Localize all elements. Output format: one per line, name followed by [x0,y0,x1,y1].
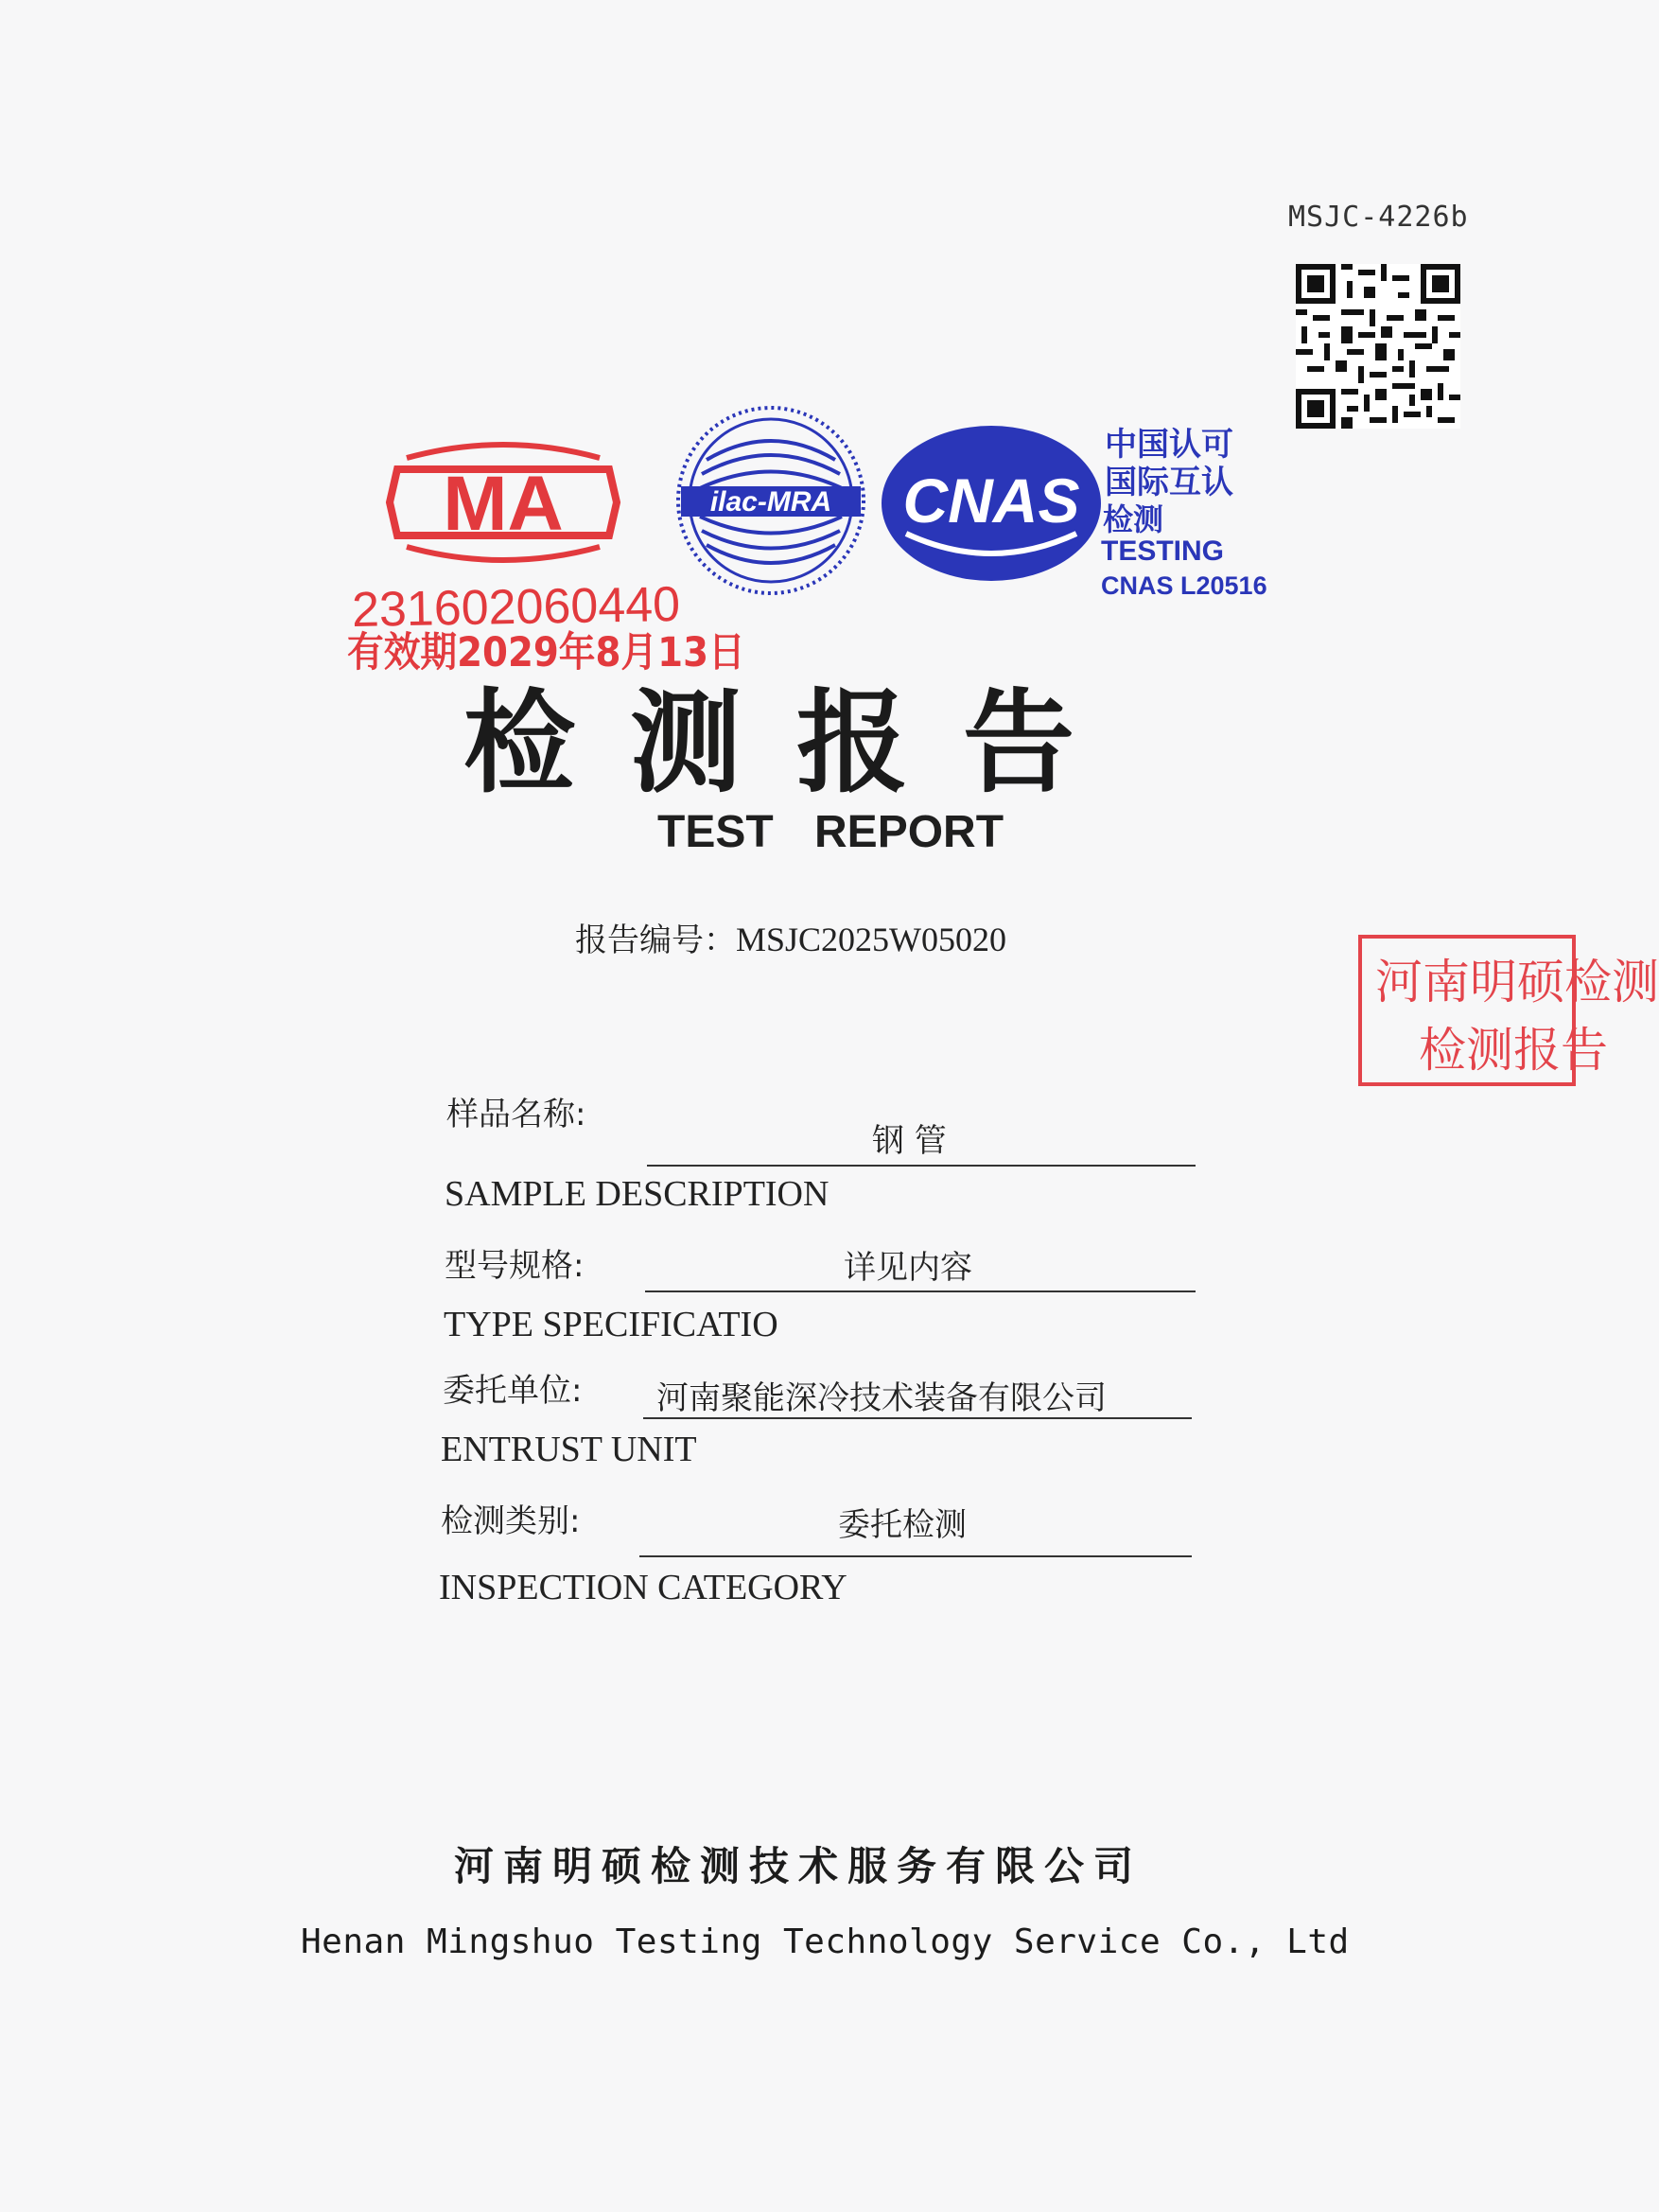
type-specification-label: TYPE SPECIFICATIO [444,1305,778,1344]
report-title-en: TEST REPORT [657,807,1004,857]
entrust-unit-value: 河南聚能深冷技术装备有限公司 [656,1379,1107,1417]
entrust-unit-en-label: ENTRUST UNIT [441,1430,697,1469]
company-name-en: Henan Mingshuo Testing Technology Service Co., Ltd [301,1922,1350,1961]
cnas-line-5: CNAS L20516 [1101,571,1267,600]
ma-certificate-number: 231602060440 [351,576,681,639]
side-red-seal [1358,935,1659,1086]
ilac-mra-logo [673,403,868,598]
inspection-category-underline [639,1555,1192,1557]
side-seal-line-2: 检测报告 [1419,1023,1608,1078]
report-title-cn: 检测报告 [463,676,1130,808]
ma-logo [378,441,628,564]
cnas-logo-text: CNAS [902,465,1080,535]
cnas-line-3: 检测 [1103,501,1164,537]
sample-name-underline [647,1165,1196,1167]
cnas-line-4: TESTING [1101,535,1225,567]
type-spec-label: 型号规格: [445,1247,585,1285]
qr-code [1296,263,1460,430]
inspection-category-value: 委托检测 [838,1506,967,1544]
cnas-line-1: 中国认可 [1105,426,1233,464]
inspection-category-en-label: INSPECTION CATEGORY [439,1568,847,1607]
entrust-unit-underline [643,1417,1192,1419]
entrust-unit-label: 委托单位: [443,1372,583,1410]
ma-validity-date: 有效期2029年8月13日 [347,629,745,676]
company-name-cn: 河南明硕检测技术服务有限公司 [454,1843,1144,1889]
side-seal-line-1: 河南明硕检测 [1375,955,1659,1009]
sample-name-label: 样品名称: [446,1096,586,1133]
type-spec-value: 详见内容 [844,1249,972,1287]
report-number-label: 报告编号： [575,922,736,959]
report-number [575,914,1006,960]
inspection-category-label: 检测类别: [441,1502,581,1540]
ma-logo-text: MA [443,461,564,547]
type-spec-underline [645,1290,1196,1292]
sample-name-value: 钢 管 [872,1122,947,1160]
cnas-line-2: 国际互认 [1105,464,1233,501]
document-code: MSJC-4226b [1288,201,1469,234]
report-number-value: MSJC2025W05020 [736,921,1007,958]
sample-description-label: SAMPLE DESCRIPTION [445,1174,830,1214]
ilac-mra-text: ilac-MRA [709,486,832,518]
cnas-logo [878,422,1105,585]
